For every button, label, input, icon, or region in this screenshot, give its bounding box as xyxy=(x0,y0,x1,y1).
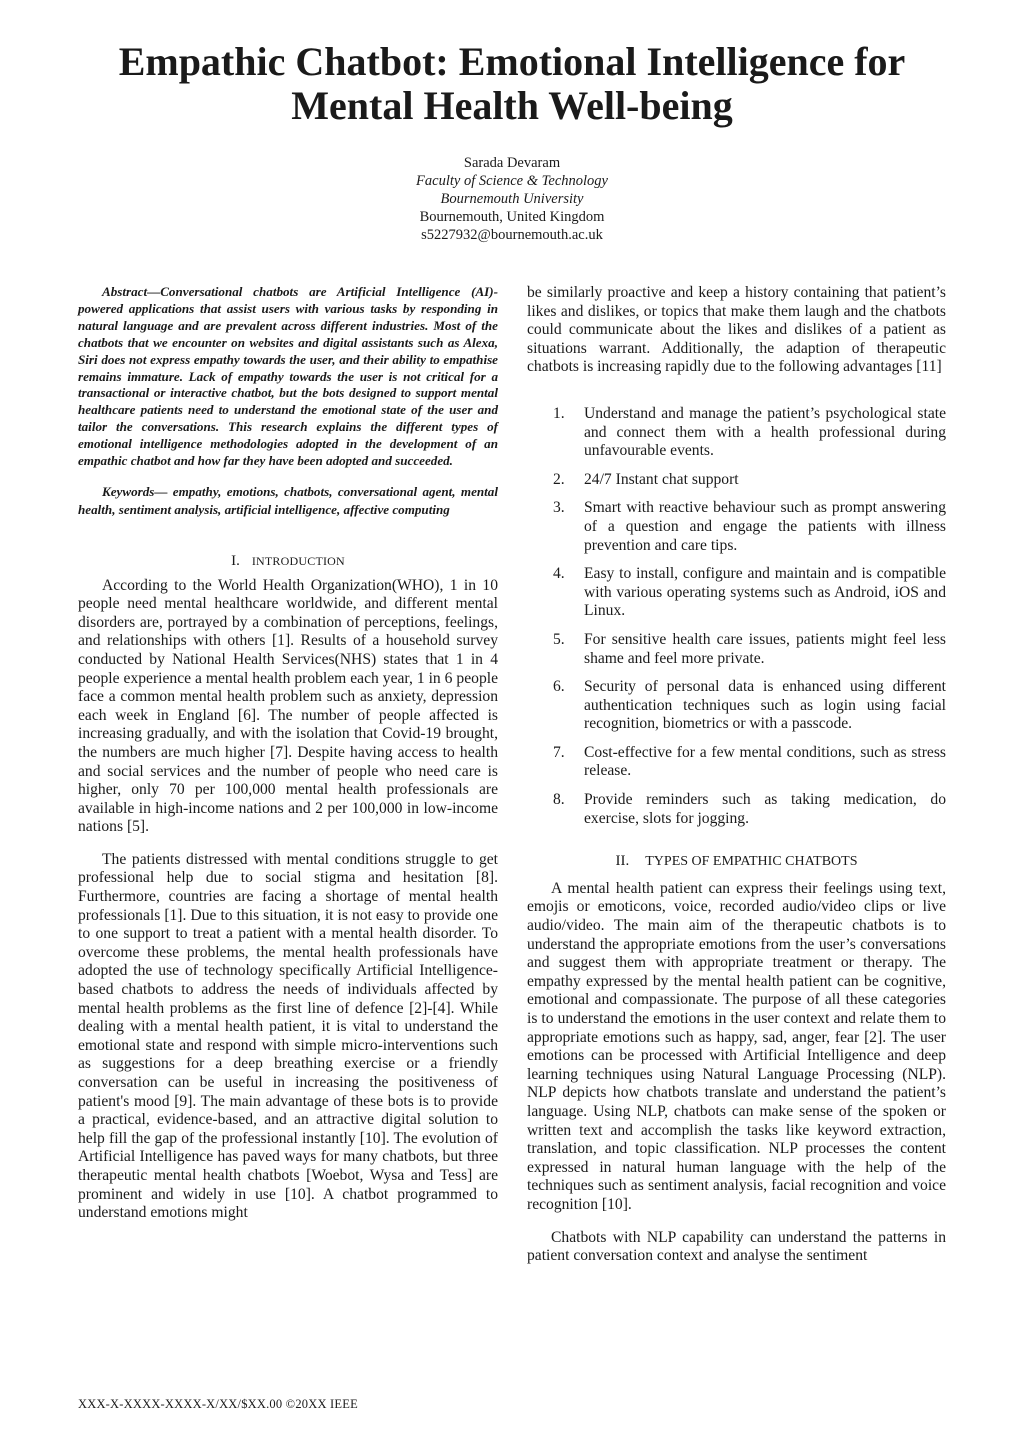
paper-title: Empathic Chatbot: Emotional Intelligence for Mental Health Well-being xyxy=(118,39,906,128)
abstract-label: Abstract— xyxy=(102,284,161,299)
author-block xyxy=(262,154,762,244)
section-title: INTRODUCTION xyxy=(251,553,345,568)
list-item-number: 5. xyxy=(553,630,565,648)
list-item-text: Understand and manage the patient’s psychological state and connect them with a health professional during unfavourable events. xyxy=(584,404,946,460)
list-item-text: For sensitive health care issues, patients might feel less shame and feel more private. xyxy=(584,630,946,667)
abstract xyxy=(78,284,498,470)
list-item-text: Security of personal data is enhanced using different authentication techniques such as login using facial recognition, biometrics or with a passcode. xyxy=(584,678,946,733)
author-location: Bournemouth, United Kingdom xyxy=(419,209,605,225)
keywords-text: empathy, emotions, chatbots, conversational agent, mental health, sentiment analysis, artificial intelligence, affective computing xyxy=(78,483,498,518)
right-column xyxy=(527,284,946,1266)
list-item xyxy=(527,631,946,668)
author-name: Sarada Devaram xyxy=(463,155,561,171)
list-item-text: 24/7 Instant chat support xyxy=(584,470,739,488)
list-item-text: Cost-effective for a few mental conditions, such as stress release. xyxy=(584,743,946,780)
list-item-number: 7. xyxy=(553,743,565,761)
list-item-number: 1. xyxy=(553,404,565,422)
section-heading-introduction xyxy=(78,552,498,571)
section-number: I. xyxy=(231,552,240,569)
list-item-text: Smart with reactive behaviour such as prompt answering of a question and engage the patients with illness prevention and care tips. xyxy=(584,499,946,554)
intro-paragraph-1: According to the World Health Organization(WHO), 1 in 10 people need mental healthcare worldwide, and different mental disorders are, portrayed by a combination of perceptions, feelings, and relationships with others [1]. Results of a household survey conducted by National Health Services(NHS) states that 1 in 4 people experience a mental health problem each year, 1 in 6 people face a common mental health problem such as anxiety, depression each week in England [6]. The number of people affected is increasing gradually, and with the isolation that Covid-19 brought, the numbers are much higher [7]. Despite having access to health and social services and the number of people who need care is higher, only 70 per 100,000 mental health professionals are available in high-income nations and 2 per 100,000 in low-income nations [5]. xyxy=(78,576,498,836)
keywords-label: Keywords— xyxy=(102,483,168,499)
list-item-number: 6. xyxy=(553,678,565,696)
types-paragraph-1: A mental health patient can express their feelings using text, emojis or emoticons, voice, recorded audio/video clips or live audio/video. The main aim of the therapeutic chatbots is to understand the appropriate emotions from the user’s conversations and suggest them with appropriate treatment or therapy. The empathy expressed by the mental health patient can be cognitive, emotional and compassionate. The purpose of all these categories is to understand the emotions in the user context and relate them to appropriate emotions such as happy, sad, anger, fear [2]. The user emotions can be processed with Artificial Intelligence and deep learning techniques using Natural Language Processing (NLP). NLP depicts how chatbots translate and understand the patient’s language. Using NLP, chatbots can make sense of the spoken or written text and accomplish the tasks like keyword extraction, translation, and topic classification. NLP processes the content expressed in natural human language with the help of the techniques such as sentiment analysis, facial recognition and voice recognition [10]. xyxy=(527,879,946,1213)
author-email: s5227932@bournemouth.ac.uk xyxy=(421,227,603,243)
author-university: Bournemouth University xyxy=(440,191,584,207)
abstract-text: Conversational chatbots are Artificial Intelligence (AI)-powered applications that assist users with various tasks by responding in natural language and are prevalent across different industries. Most of the chatbots that we encounter on websites and digital assistants such as Alexa, Siri does not express empathy towards the user, and their ability to empathise remains immature. Lack of empathy towards the user is not critical for a transactional or interactive chatbot, but the bots designed to support mental healthcare patients need to understand the emotional state of the user and tailor the conversations. This research explains the different types of emotional intelligence methodologies adopted in the development of an empathic chatbot and how far they have been adopted and succeeded. xyxy=(78,284,498,469)
left-column xyxy=(78,284,498,1223)
list-item xyxy=(527,471,946,490)
list-item-text: Provide reminders such as taking medication, do exercise, slots for jogging. xyxy=(584,791,946,827)
section-number: II. xyxy=(615,853,630,870)
section-title: TYPES OF EMPATHIC CHATBOTS xyxy=(645,854,858,870)
list-item xyxy=(527,405,946,461)
list-item-text: Easy to install, configure and maintain and is compatible with various operating systems such as Android, iOS and Linux. xyxy=(584,565,946,620)
types-paragraph-2: Chatbots with NLP capability can understand the patterns in patient conversation context and analyse the sentiment xyxy=(527,1228,946,1265)
list-item xyxy=(527,565,946,621)
list-item-number: 3. xyxy=(553,499,565,517)
copyright-footer: XXX-X-XXXX-XXXX-X/XX/$XX.00 ©20XX IEEE xyxy=(78,1397,358,1411)
keywords xyxy=(78,483,498,520)
list-item-number: 8. xyxy=(553,791,565,809)
list-item xyxy=(527,678,946,734)
advantages-list xyxy=(527,405,946,828)
author-department: Faculty of Science & Technology xyxy=(416,173,608,189)
intro-paragraph-2: The patients distressed with mental conditions struggle to get professional help due to social stigma and hesitation [8]. Furthermore, countries are facing a shortage of mental health professionals [1]. Due to this situation, it is not easy to provide one to one support to treat a patient with a mental health disorder. To overcome these problems, the mental health professionals have adopted the use of technology specifically Artificial Intelligence-based chatbots to address the needs of individuals affected by mental health problems as the first line of defence [2]-[4]. While dealing with a mental health patient, it is vital to understand the emotional state and respond with simple micro-interventions such as suggestions for a deep breathing exercise or a friendly conversation can be useful in increasing the positiveness of patient's mood [9]. The main advantage of these bots is to provide a practical, evidence-based, and an attractive digital solution to help fill the gap of the professional instantly [10]. The evolution of Artificial Intelligence has paved ways for many chatbots, but three therapeutic mental health chatbots [Woebot, Wysa and Tess] are prominent and widely in use [10]. A chatbot programmed to understand emotions might xyxy=(78,850,498,1222)
list-item-number: 4. xyxy=(553,565,565,583)
list-item-number: 2. xyxy=(553,470,565,488)
right-paragraph-1: be similarly proactive and keep a history containing that patient’s likes and dislikes, or topics that make them laugh and the chatbots could communicate about the likes and dislikes of a patient as situations warrant. Additionally, the adaption of therapeutic chatbots is increasing rapidly due to the following advantages [11] xyxy=(527,284,946,376)
section-heading-types xyxy=(527,852,946,872)
list-item xyxy=(527,499,946,555)
list-item xyxy=(527,791,946,828)
list-item xyxy=(527,744,946,781)
